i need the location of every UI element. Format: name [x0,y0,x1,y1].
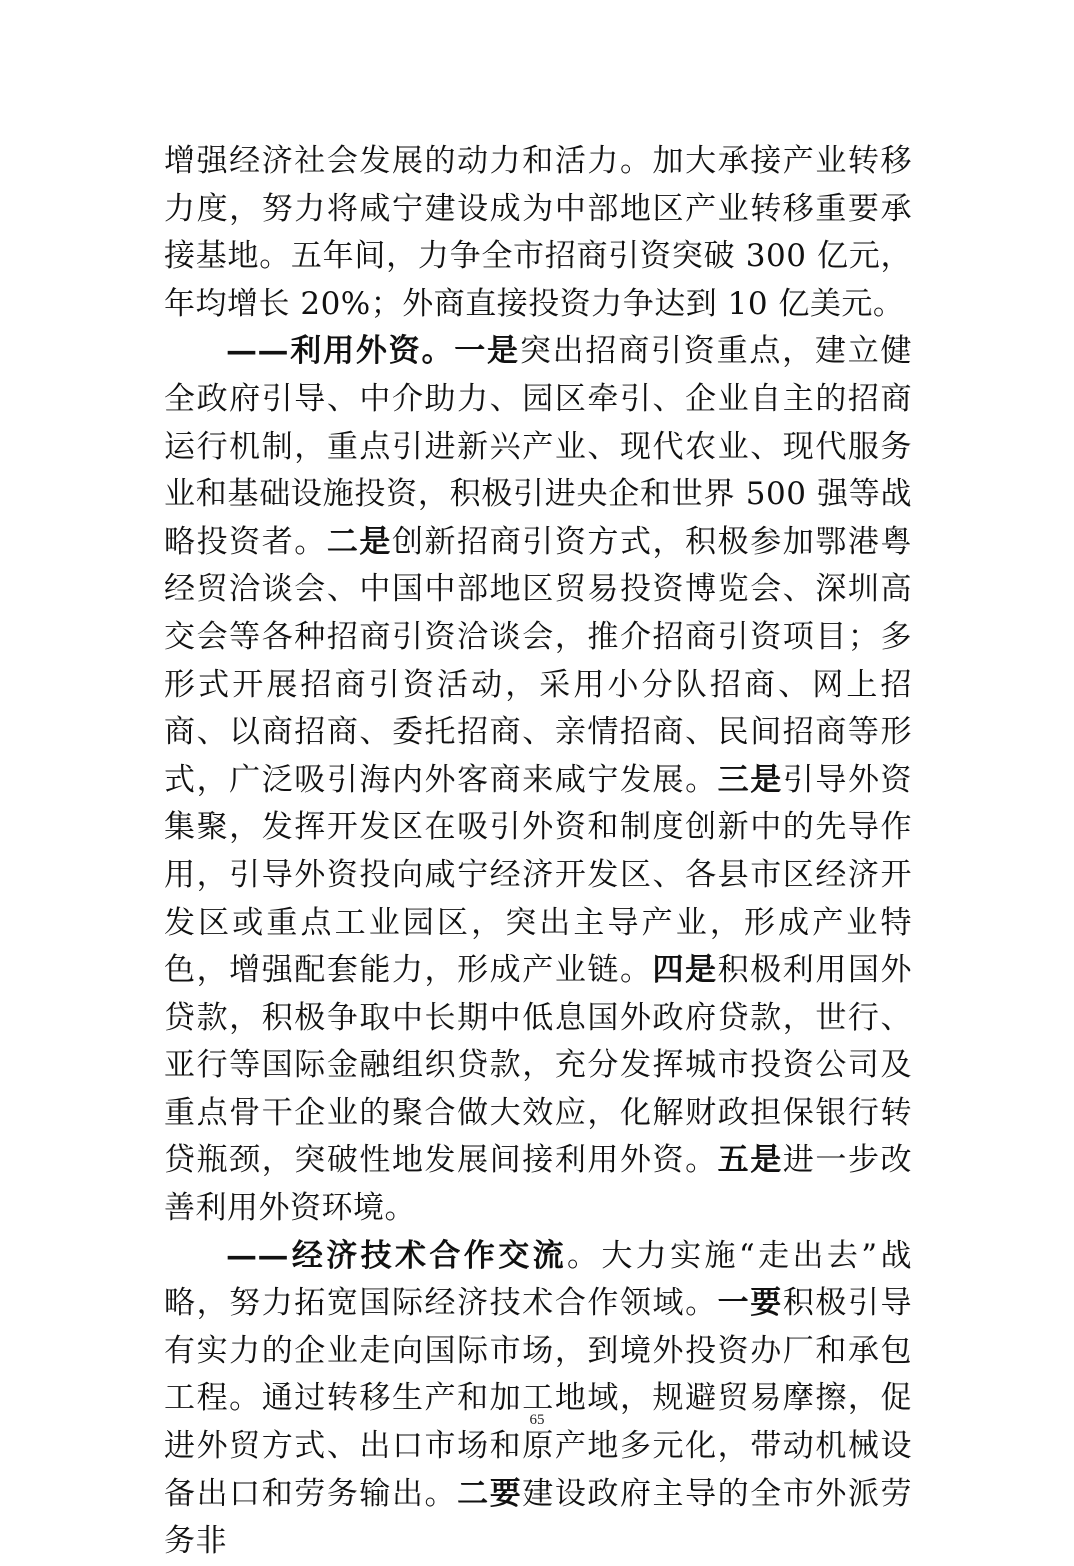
text-run: 增强经济社会发展的动力和活力。加大承接产业转移力度，努力将咸宁建设成为中部地区产业转移重要承接基地。五年间，力争全市招商引资突破 300 亿元，年均增长 20%；外商直接投资力争达到 10 亿美元。 [164,143,912,322]
point-label: 四是 [652,952,718,989]
text-run: 积极利用国外贷款，积极争取中长期中低息国外政府贷款，世行、亚行等国际金融组织贷款，充分发挥城市投资公司及重点骨干企业的聚合做大效应，化解财政担保银行转贷瓶颈，突破性地发展间接利用外资。 [164,952,913,1179]
page-number: 65 [529,1412,545,1428]
point-label: 一要 [717,1285,783,1322]
point-label: 三是 [717,761,783,798]
section-heading-economic-cooperation: ——经济技术合作交流 [226,1237,567,1274]
section-heading-foreign-investment: ——利用外资。 [226,333,455,370]
text-run: 突出招商引资重点，建立健全政府引导、中介助力、园区牵引、企业自主的招商运行机制，重点引进新兴产业、现代农业、现代服务业和基础设施投资，积极引进央企和世界 500 强等战略投资者。 [164,333,913,560]
point-label: 二是 [326,523,392,560]
point-label: 一是 [454,333,520,370]
text-run: 进一步改善利用外资环境。 [164,1142,913,1227]
point-label: 二要 [457,1475,523,1512]
paragraph-economic-cooperation [164,1233,912,1566]
text-run: 积极引导有实力的企业走向国际市场，到境外投资办厂和承包工程。通过转移生产和加工地域，规避贸易摩擦，促进外贸方式、出口市场和原产地多元化，带动机械设备出口和劳务输出。 [164,1285,913,1512]
text-run: 创新招商引资方式，积极参加鄂港粤经贸洽谈会、中国中部地区贸易投资博览会、深圳高交会等各种招商引资洽谈会，推介招商引资项目；多形式开展招商引资活动，采用小分队招商、网上招商、以商招商、委托招商、亲情招商、民间招商等形式，广泛吸引海内外客商来咸宁发展。 [164,523,913,798]
paragraph-intro [164,138,912,328]
paragraph-foreign-investment [164,328,912,1232]
text-run: 。大力实施“走出去”战略，努力拓宽国际经济技术合作领域。 [164,1237,913,1322]
body-text [164,138,912,1566]
point-label: 五是 [717,1142,783,1179]
text-run: 引导外资集聚，发挥开发区在吸引外资和制度创新中的先导作用，引导外资投向咸宁经济开发区、各县市区经济开发区或重点工业园区，突出主导产业，形成产业特色，增强配套能力，形成产业链。 [164,761,913,989]
text-run: 建设政府主导的全市外派劳务非 [164,1475,913,1560]
